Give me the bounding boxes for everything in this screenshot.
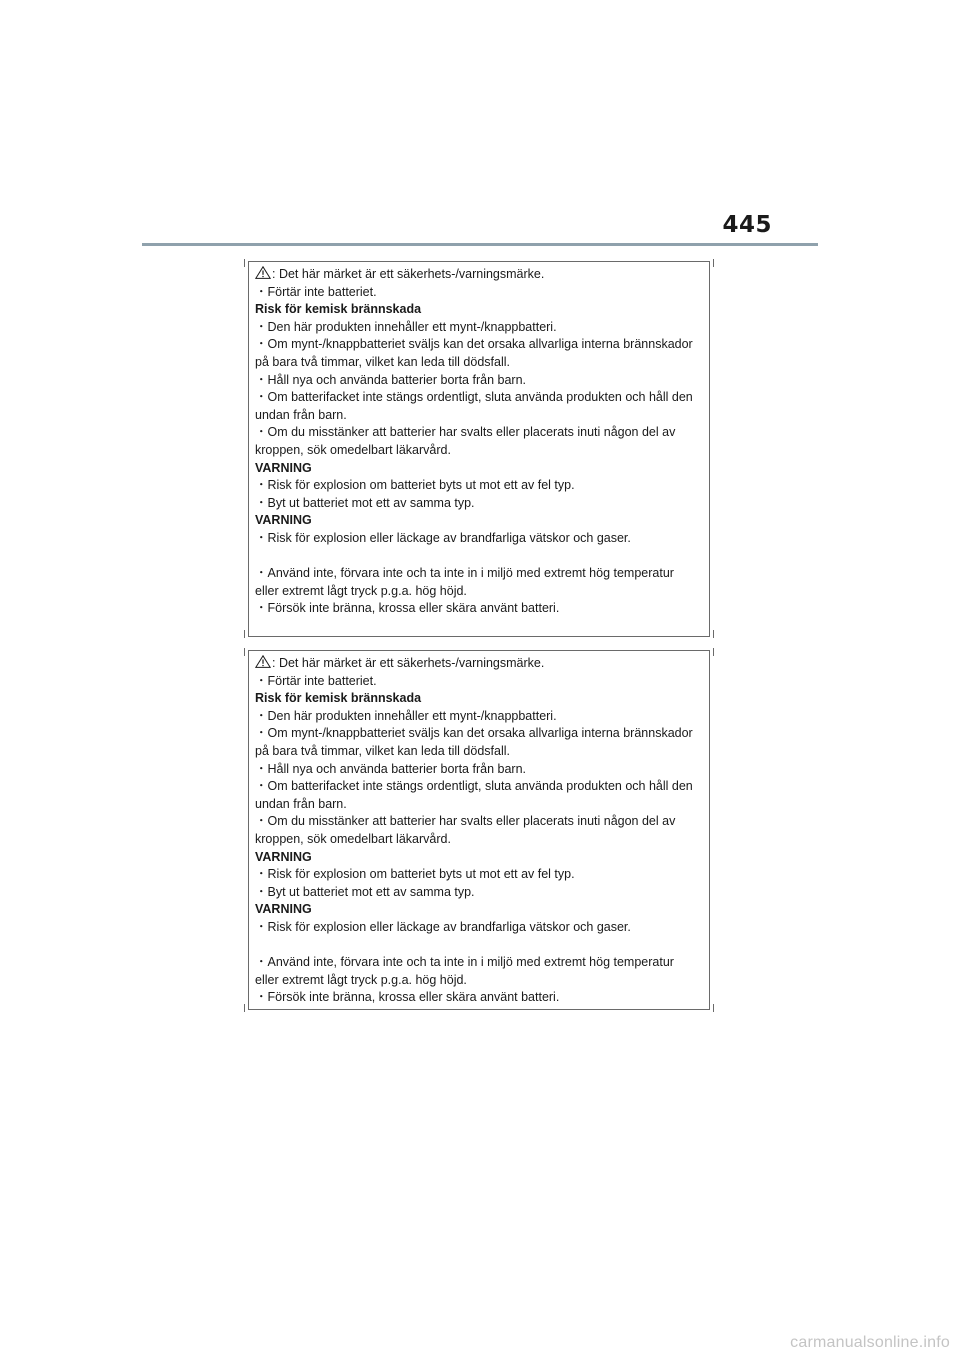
notice-line-text: VARNING — [255, 513, 312, 528]
notice-line-text: ・Om mynt-/knappbatteriet sväljs kan det orsaka allvarliga interna brännskador — [255, 337, 693, 352]
header-rule — [142, 243, 818, 246]
notice-line-text: ・Om batterifacket inte stängs ordentligt, sluta använda produkten och håll den — [255, 390, 693, 405]
notice-line — [255, 866, 703, 884]
notice-heading — [255, 901, 703, 919]
notice-line — [255, 548, 703, 566]
notice-line — [255, 937, 703, 955]
notice-line-text: VARNING — [255, 849, 312, 864]
notice-line-text: : Det här märket är ett säkerhets-/varningsmärke. — [272, 267, 545, 281]
notice-line — [255, 708, 703, 726]
notice-line — [255, 813, 703, 831]
notice-line — [255, 583, 703, 601]
notice-line-text: ・Risk för explosion om batteriet byts ut mot ett av fel typ. — [255, 478, 575, 493]
notice-line — [255, 655, 703, 673]
battery-warning-notice-bottom — [248, 650, 710, 1010]
notice-line-text: eller extremt lågt tryck p.g.a. hög höjd. — [255, 972, 467, 987]
notice-line-text: ・Om mynt-/knappbatteriet sväljs kan det orsaka allvarliga interna brännskador — [255, 726, 693, 741]
notice-line — [255, 372, 703, 390]
notice-line-text: ・Om batterifacket inte stängs ordentligt, sluta använda produkten och håll den — [255, 779, 693, 794]
notice-line-text: Risk för kemisk brännskada — [255, 691, 422, 706]
notice-heading — [255, 849, 703, 867]
notice-line-text: ・Risk för explosion eller läckage av brandfarliga vätskor och gaser. — [255, 919, 631, 934]
notice-line-text: kroppen, sök omedelbart läkarvård. — [255, 442, 451, 457]
watermark-logo: carmanualsonline.info — [790, 1334, 950, 1351]
notice-line-text: kroppen, sök omedelbart läkarvård. — [255, 831, 451, 846]
battery-warning-notice-top — [248, 261, 710, 637]
notice-line-text: ・Om du misstänker att batterier har svalts eller placerats inuti någon del av — [255, 814, 676, 829]
page-number: 445 — [722, 212, 772, 238]
notice-line-text: VARNING — [255, 460, 312, 475]
notice-line — [255, 884, 703, 902]
notice-line — [255, 778, 703, 796]
notice-line-text: ・Håll nya och använda batterier borta från barn. — [255, 761, 526, 776]
notice-line — [255, 407, 703, 425]
notice-line — [255, 565, 703, 583]
notice-line-text: undan från barn. — [255, 407, 347, 422]
notice-line — [255, 442, 703, 460]
crop-mark — [244, 1004, 245, 1012]
notice-line — [255, 600, 703, 618]
crop-mark — [713, 648, 714, 656]
notice-line-text: ・Försök inte bränna, krossa eller skära använt batteri. — [255, 990, 560, 1005]
notice-line-text: ・Den här produkten innehåller ett mynt-/knappbatteri. — [255, 708, 557, 723]
notice-line-text: undan från barn. — [255, 796, 347, 811]
crop-mark — [244, 630, 245, 638]
notice-line — [255, 796, 703, 814]
notice-line — [255, 495, 703, 513]
notice-line — [255, 831, 703, 849]
notice-line — [255, 725, 703, 743]
notice-line — [255, 761, 703, 779]
notice-line-text: på bara två timmar, vilket kan leda till dödsfall. — [255, 354, 510, 369]
notice-line-text: Risk för kemisk brännskada — [255, 302, 422, 317]
notice-line — [255, 673, 703, 691]
notice-line — [255, 336, 703, 354]
crop-mark — [713, 630, 714, 638]
notice-line-text: ・Förtär inte batteriet. — [255, 284, 377, 299]
warning-triangle-icon — [255, 655, 271, 668]
notice-line-text: eller extremt lågt tryck p.g.a. hög höjd. — [255, 583, 467, 598]
notice-line-text: ・Byt ut batteriet mot ett av samma typ. — [255, 495, 475, 510]
notice-line-text: ・Försök inte bränna, krossa eller skära använt batteri. — [255, 601, 560, 616]
notice-line-text: VARNING — [255, 902, 312, 917]
notice-line-text: ・Risk för explosion eller läckage av brandfarliga vätskor och gaser. — [255, 530, 631, 545]
notice-line-text: ・Håll nya och använda batterier borta från barn. — [255, 372, 526, 387]
notice-line — [255, 972, 703, 990]
notice-heading — [255, 512, 703, 530]
notice-line — [255, 989, 703, 1007]
notice-line — [255, 530, 703, 548]
notice-line-text: ・Byt ut batteriet mot ett av samma typ. — [255, 884, 475, 899]
notice-line — [255, 919, 703, 937]
notice-line-text: på bara två timmar, vilket kan leda till dödsfall. — [255, 743, 510, 758]
notice-heading — [255, 301, 703, 319]
notice-line-text: ・Den här produkten innehåller ett mynt-/knappbatteri. — [255, 319, 557, 334]
notice-line — [255, 284, 703, 302]
notice-line-text: ・Om du misstänker att batterier har svalts eller placerats inuti någon del av — [255, 425, 676, 440]
crop-mark — [713, 1004, 714, 1012]
notice-line-text: ・Använd inte, förvara inte och ta inte in i miljö med extremt hög temperatur — [255, 566, 674, 581]
notice-line — [255, 389, 703, 407]
notice-line — [255, 319, 703, 337]
notice-line — [255, 954, 703, 972]
notice-line-text: ・Förtär inte batteriet. — [255, 673, 377, 688]
notice-heading — [255, 690, 703, 708]
crop-mark — [244, 648, 245, 656]
notice-line-text: ・Använd inte, förvara inte och ta inte in i miljö med extremt hög temperatur — [255, 955, 674, 970]
notice-line — [255, 743, 703, 761]
notice-line — [255, 424, 703, 442]
notice-line — [255, 266, 703, 284]
notice-heading — [255, 460, 703, 478]
warning-triangle-icon — [255, 266, 271, 279]
crop-mark — [713, 259, 714, 267]
notice-line — [255, 477, 703, 495]
notice-line — [255, 354, 703, 372]
notice-line-text: ・Risk för explosion om batteriet byts ut mot ett av fel typ. — [255, 867, 575, 882]
crop-mark — [244, 259, 245, 267]
notice-line-text: : Det här märket är ett säkerhets-/varningsmärke. — [272, 656, 545, 670]
